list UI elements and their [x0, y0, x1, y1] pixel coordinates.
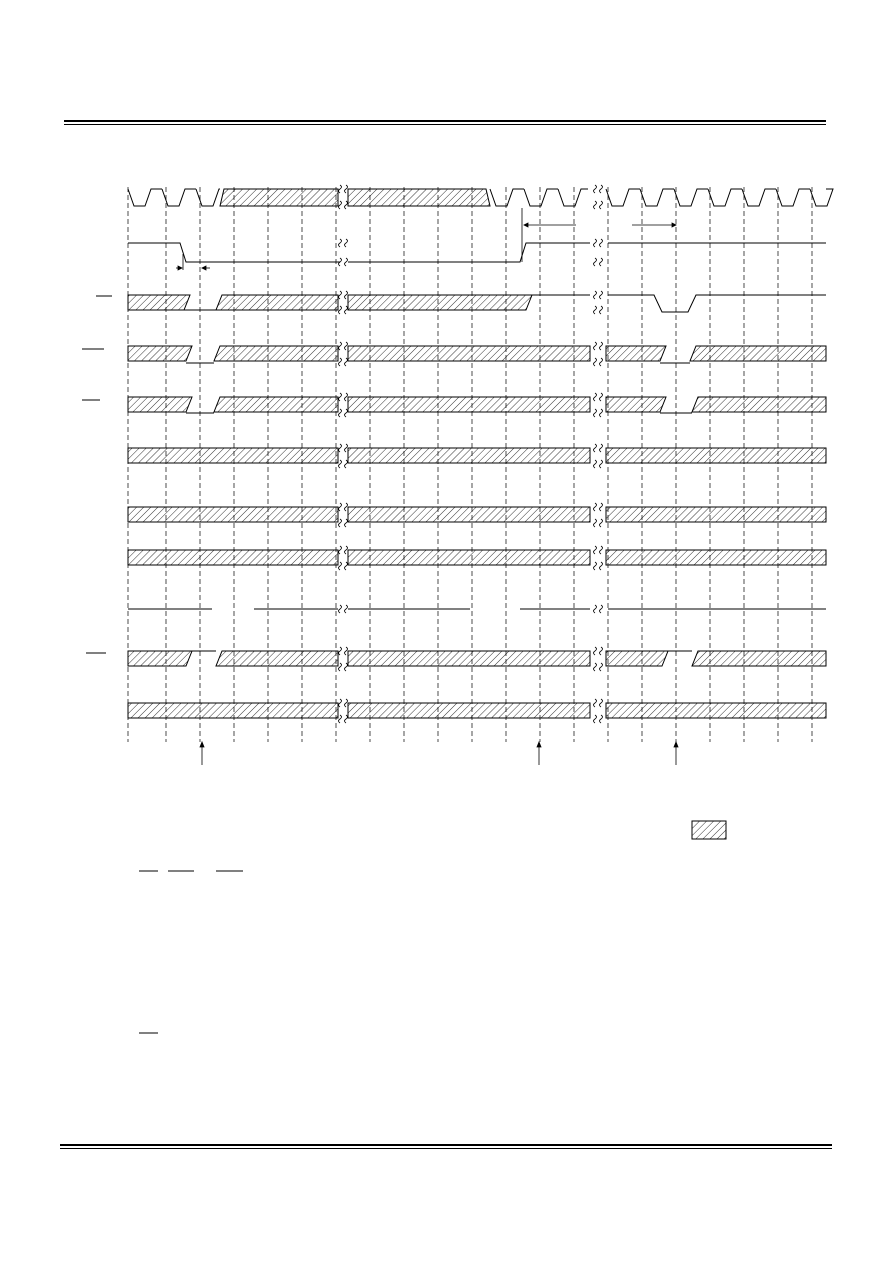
footer-rule-thin: [60, 1148, 832, 1149]
ref-arrow-head-0: [200, 742, 204, 747]
break-0-5: [339, 306, 348, 314]
break-0-20: [339, 715, 348, 723]
row7-hatch-2: [606, 550, 826, 565]
break-0-18: [339, 663, 348, 671]
break-0-12: [339, 503, 348, 511]
arrow-2-head: [202, 266, 206, 270]
row6-hatch-0: [128, 507, 338, 522]
break-1-0: [594, 185, 603, 193]
row10-hatch-1: [348, 703, 590, 718]
break-1-19: [594, 699, 603, 707]
row7-hatch-0: [128, 550, 338, 565]
row5-hatch-0: [128, 448, 338, 463]
break-1-18: [594, 663, 603, 671]
row2-pulse: [608, 295, 826, 312]
row1-line-b: [348, 243, 590, 262]
break-1-15: [594, 562, 603, 570]
ref-arrow-head-2: [674, 742, 678, 747]
footer-rule: [60, 1144, 832, 1146]
legend-hatch-swatch: [692, 821, 726, 839]
break-1-10: [594, 444, 603, 452]
clock-segment-1: [128, 189, 220, 206]
break-1-13: [594, 519, 603, 527]
clock-hatched-2: [348, 189, 490, 206]
row2-hatch-0: [128, 295, 190, 310]
arrow-1-head: [178, 266, 182, 270]
break-0-19: [339, 699, 348, 707]
row3-hatch-4: [690, 346, 826, 361]
row3-hatch-3: [606, 346, 666, 361]
row5-hatch-1: [348, 448, 590, 463]
break-1-5: [594, 306, 603, 314]
row7-hatch-1: [348, 550, 590, 565]
row3-hatch-0: [128, 346, 192, 361]
row9-hatch-3: [606, 651, 668, 666]
row10-hatch-2: [606, 703, 826, 718]
row4-hatch-0: [128, 397, 192, 412]
signal-label-overbars: [82, 296, 112, 653]
break-0-17: [339, 647, 348, 655]
break-0-7: [339, 358, 348, 366]
break-0-2: [339, 239, 348, 247]
break-0-15: [339, 562, 348, 570]
row4-hatch-1: [214, 397, 338, 412]
break-0-10: [339, 444, 348, 452]
break-0-9: [339, 409, 348, 417]
break-1-14: [594, 546, 603, 554]
arrow-4-head: [672, 223, 676, 227]
break-1-3: [594, 258, 603, 266]
clock-segment-2: [490, 189, 588, 206]
break-1-4: [594, 291, 603, 299]
row4-hatch-2: [348, 397, 590, 412]
break-0-3: [339, 258, 348, 266]
row4-hatch-3: [606, 397, 666, 412]
break-1-20: [594, 715, 603, 723]
legend: [692, 821, 726, 839]
note-overbars: [139, 871, 243, 1033]
break-1-12: [594, 503, 603, 511]
break-1-6: [594, 342, 603, 350]
signal-rows: [128, 189, 826, 718]
row5-hatch-2: [606, 448, 826, 463]
break-0-8: [339, 393, 348, 401]
reference-arrows: [200, 742, 678, 765]
break-0-4: [339, 291, 348, 299]
break-0-1: [339, 201, 348, 209]
row9-hatch-0: [128, 651, 192, 666]
row9-hatch-4: [692, 651, 826, 666]
row6-hatch-1: [348, 507, 590, 522]
break-1-1: [594, 201, 603, 209]
clock-segment-3: [606, 189, 833, 206]
row2-hatch-2: [348, 295, 532, 310]
row9-hatch-2: [348, 651, 590, 666]
break-0-6: [339, 342, 348, 350]
break-1-17: [594, 647, 603, 655]
ref-arrow-head-1: [537, 742, 541, 747]
clock-hatched-1: [220, 189, 338, 206]
row3-hatch-1: [214, 346, 338, 361]
arrow-3-head: [524, 223, 528, 227]
row9-hatch-1: [216, 651, 338, 666]
break-1-7: [594, 358, 603, 366]
break-0-13: [339, 519, 348, 527]
break-1-9: [594, 409, 603, 417]
row4-hatch-4: [692, 397, 826, 412]
break-0-11: [339, 460, 348, 468]
break-1-8: [594, 393, 603, 401]
break-0-16: [339, 605, 348, 613]
row6-hatch-2: [606, 507, 826, 522]
row3-hatch-2: [348, 346, 590, 361]
break-1-11: [594, 460, 603, 468]
row2-hatch-1: [216, 295, 338, 310]
break-0-14: [339, 546, 348, 554]
break-0-0: [339, 185, 348, 193]
break-1-16: [594, 605, 603, 613]
row10-hatch-0: [128, 703, 338, 718]
break-1-2: [594, 239, 603, 247]
